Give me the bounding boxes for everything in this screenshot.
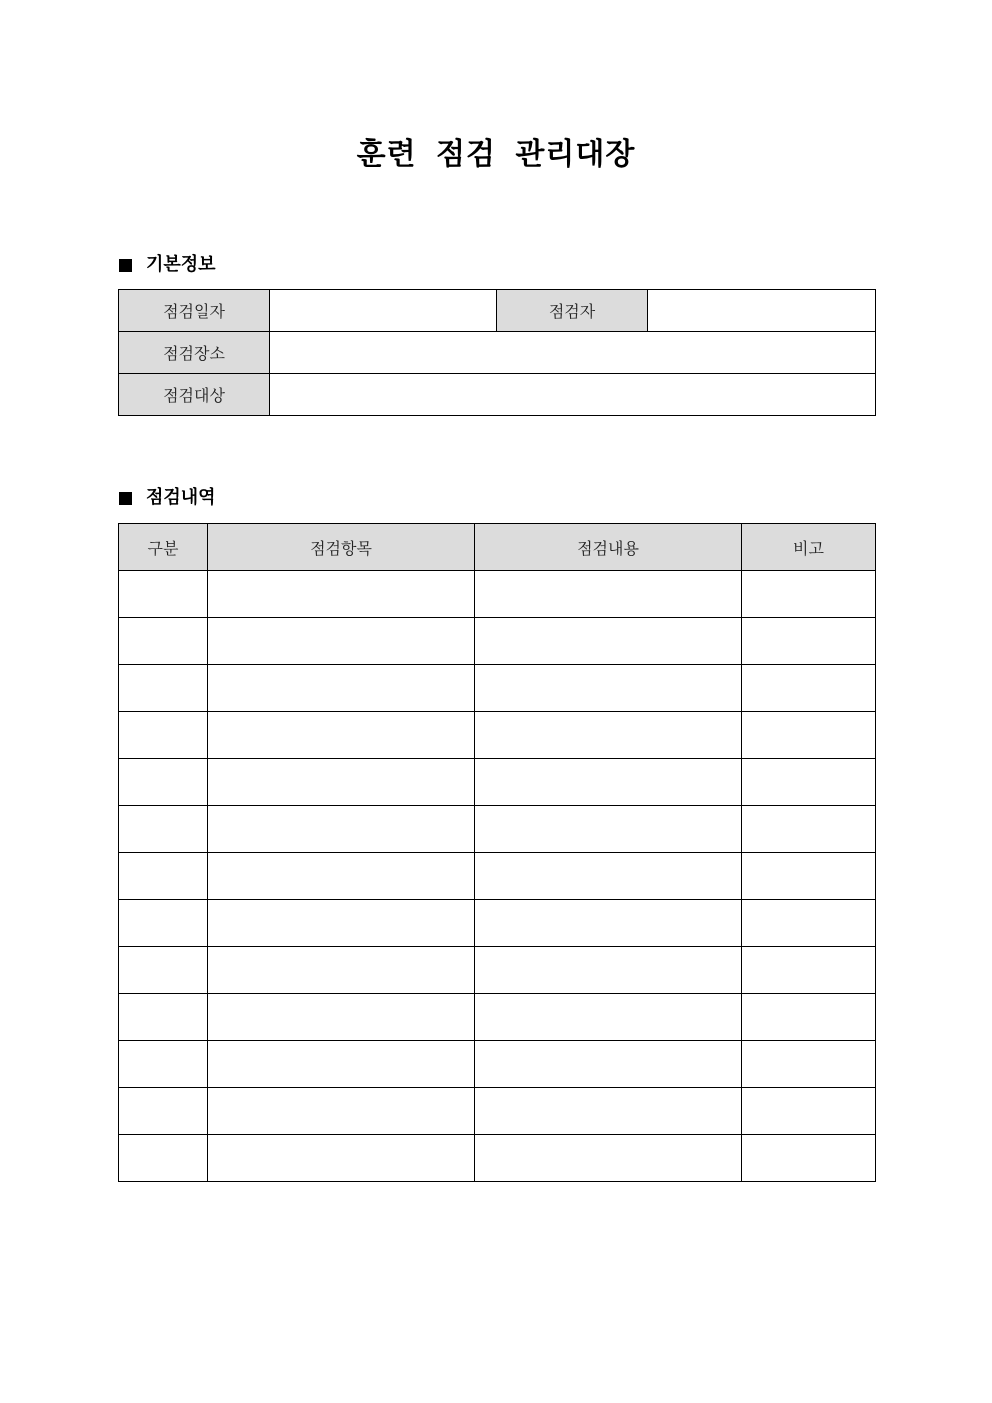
section-heading-basic-info — [119, 253, 216, 277]
remarks-cell[interactable] — [742, 947, 876, 994]
remarks-cell[interactable] — [742, 1135, 876, 1182]
inspector-field[interactable] — [648, 290, 876, 332]
place-field[interactable] — [270, 332, 876, 374]
content-cell[interactable] — [475, 618, 742, 665]
item-cell[interactable] — [208, 1135, 475, 1182]
column-header-remarks: 비고 — [742, 524, 876, 571]
remarks-cell[interactable] — [742, 1088, 876, 1135]
content-cell[interactable] — [475, 1041, 742, 1088]
remarks-cell[interactable] — [742, 665, 876, 712]
category-cell[interactable] — [119, 806, 208, 853]
table-row — [119, 332, 876, 374]
category-cell[interactable] — [119, 1088, 208, 1135]
item-cell[interactable] — [208, 947, 475, 994]
item-cell[interactable] — [208, 1041, 475, 1088]
remarks-cell[interactable] — [742, 712, 876, 759]
table-row — [119, 994, 876, 1041]
item-cell[interactable] — [208, 712, 475, 759]
column-header-item: 점검항목 — [208, 524, 475, 571]
item-cell[interactable] — [208, 1088, 475, 1135]
target-field[interactable] — [270, 374, 876, 416]
category-cell[interactable] — [119, 947, 208, 994]
page-title: 훈련 점검 관리대장 — [356, 137, 636, 172]
place-label: 점검장소 — [119, 332, 270, 374]
category-cell[interactable] — [119, 994, 208, 1041]
category-cell[interactable] — [119, 665, 208, 712]
remarks-cell[interactable] — [742, 759, 876, 806]
content-cell[interactable] — [475, 853, 742, 900]
category-cell[interactable] — [119, 571, 208, 618]
remarks-cell[interactable] — [742, 571, 876, 618]
category-cell[interactable] — [119, 759, 208, 806]
table-row — [119, 290, 876, 332]
item-cell[interactable] — [208, 900, 475, 947]
remarks-cell[interactable] — [742, 853, 876, 900]
date-label: 점검일자 — [119, 290, 270, 332]
inspector-label: 점검자 — [497, 290, 648, 332]
section-heading-label: 점검내역 — [146, 487, 216, 508]
item-cell[interactable] — [208, 665, 475, 712]
category-cell[interactable] — [119, 618, 208, 665]
square-bullet-icon — [119, 492, 132, 505]
content-cell[interactable] — [475, 712, 742, 759]
item-cell[interactable] — [208, 853, 475, 900]
item-cell[interactable] — [208, 618, 475, 665]
remarks-cell[interactable] — [742, 994, 876, 1041]
content-cell[interactable] — [475, 571, 742, 618]
remarks-cell[interactable] — [742, 1041, 876, 1088]
table-row — [119, 1088, 876, 1135]
content-cell[interactable] — [475, 759, 742, 806]
item-cell[interactable] — [208, 806, 475, 853]
remarks-cell[interactable] — [742, 806, 876, 853]
item-cell[interactable] — [208, 994, 475, 1041]
content-cell[interactable] — [475, 900, 742, 947]
column-header-content: 점검내용 — [475, 524, 742, 571]
content-cell[interactable] — [475, 994, 742, 1041]
inspection-details-table — [118, 523, 876, 1182]
category-cell[interactable] — [119, 900, 208, 947]
date-field[interactable] — [270, 290, 497, 332]
section-heading-label: 기본정보 — [146, 254, 216, 275]
inspection-details-body — [119, 571, 876, 1182]
table-header-row — [119, 524, 876, 571]
target-label: 점검대상 — [119, 374, 270, 416]
section-heading-details — [119, 486, 216, 510]
content-cell[interactable] — [475, 947, 742, 994]
content-cell[interactable] — [475, 665, 742, 712]
item-cell[interactable] — [208, 759, 475, 806]
table-row — [119, 947, 876, 994]
table-row — [119, 1135, 876, 1182]
category-cell[interactable] — [119, 712, 208, 759]
content-cell[interactable] — [475, 1088, 742, 1135]
table-row — [119, 1041, 876, 1088]
table-row — [119, 712, 876, 759]
category-cell[interactable] — [119, 1041, 208, 1088]
basic-info-table — [118, 289, 876, 416]
remarks-cell[interactable] — [742, 618, 876, 665]
table-row — [119, 900, 876, 947]
content-cell[interactable] — [475, 806, 742, 853]
column-header-category: 구분 — [119, 524, 208, 571]
item-cell[interactable] — [208, 571, 475, 618]
table-row — [119, 374, 876, 416]
table-row — [119, 759, 876, 806]
table-row — [119, 618, 876, 665]
category-cell[interactable] — [119, 853, 208, 900]
table-row — [119, 806, 876, 853]
category-cell[interactable] — [119, 1135, 208, 1182]
table-row — [119, 665, 876, 712]
table-row — [119, 571, 876, 618]
remarks-cell[interactable] — [742, 900, 876, 947]
table-row — [119, 853, 876, 900]
content-cell[interactable] — [475, 1135, 742, 1182]
square-bullet-icon — [119, 259, 132, 272]
